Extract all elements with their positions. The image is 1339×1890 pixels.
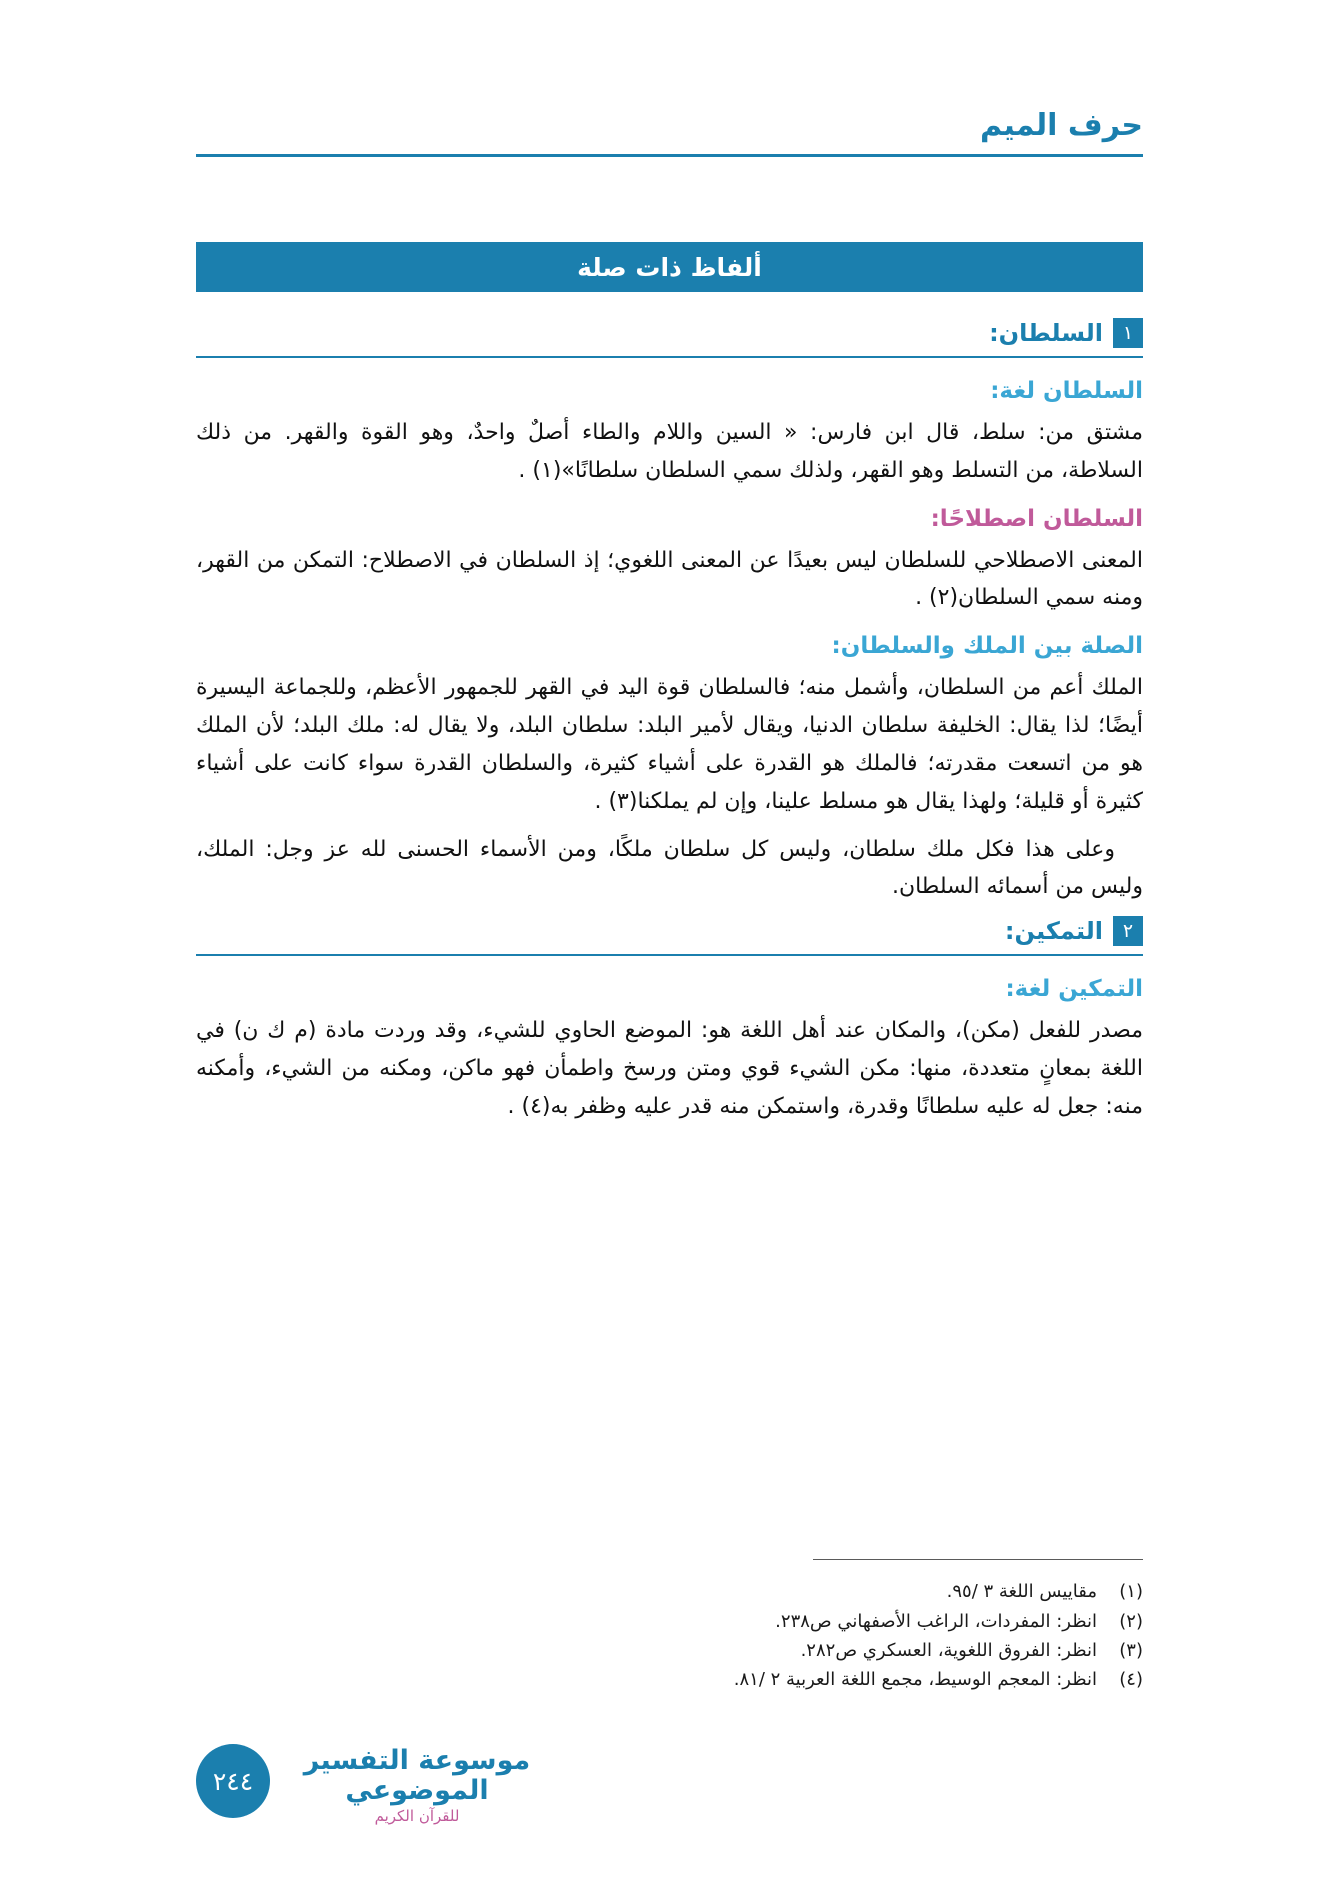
section-divider bbox=[196, 954, 1143, 956]
subsection-heading: التمكين لغة: bbox=[1005, 976, 1143, 1003]
section-banner-title: ألفاظ ذات صلة bbox=[577, 252, 762, 282]
header-divider bbox=[196, 154, 1143, 157]
section-title: التمكين: bbox=[1004, 917, 1103, 946]
footnote-text: انظر: المفردات، الراغب الأصفهاني ص٢٣٨. bbox=[775, 1610, 1097, 1632]
section-title: السلطان: bbox=[989, 319, 1103, 347]
footnote-text: مقاييس اللغة ٣ /٩٥. bbox=[946, 1581, 1097, 1603]
subsection-heading: الصلة بين الملك والسلطان: bbox=[831, 633, 1143, 660]
paragraph: وعلى هذا فكل ملك سلطان، وليس كل سلطان ملكًا، ومن الأسماء الحسنى لله عز وجل: الملك، وليس من أسمائه السلطان. bbox=[196, 836, 1143, 900]
section-1 bbox=[196, 318, 1143, 906]
section-banner bbox=[196, 242, 1143, 292]
document-content bbox=[196, 312, 1143, 1136]
footnote-text: انظر: الفروق اللغوية، العسكري ص٢٨٢. bbox=[800, 1639, 1097, 1661]
paragraph: مشتق من: سلط، قال ابن فارس: « السين واللام والطاء أصلٌ واحدٌ، وهو القوة والقهر. من ذلك السلاطة، من التسلط وهو القهر، ولذلك سمي السلطان سلطانًا»(١) . bbox=[196, 420, 1143, 483]
footnote-item bbox=[196, 1577, 1143, 1606]
section-heading bbox=[196, 916, 1143, 946]
subsection-heading: السلطان لغة: bbox=[990, 378, 1143, 404]
footnote-text: انظر: المعجم الوسيط، مجمع اللغة العربية ٢ /٨١. bbox=[733, 1668, 1097, 1690]
footnote-item bbox=[196, 1607, 1143, 1636]
page-header-title: حرف الميم bbox=[979, 108, 1143, 143]
paragraph: الملك أعم من السلطان، وأشمل منه؛ فالسلطان قوة اليد في القهر للجمهور الأعظم، وللجماعة اليسيرة أيضًا؛ لذا يقال: الخليفة سلطان الدنيا، ويقال لأمير البلد: سلطان البلد، ولا يقال له: ملك البلد؛ لأن الملك هو من اتسعت مقدرته؛ فالملك هو القدرة على أشياء كثيرة، والسلطان القدرة سواء كانت على أشياء كثيرة أو قليلة؛ ولهذا يقال هو مسلط علينا، وإن لم يملكنا(٣) . bbox=[196, 675, 1143, 814]
paragraph: مصدر للفعل (مكن)، والمكان عند أهل اللغة هو: الموضع الحاوي للشيء، وقد وردت مادة (م ك ن) في اللغة بمعانٍ متعددة، منها: مكن الشيء قوي ومتن ورسخ واطمأن فهو ماكن، ومكنه من الشيء، وأمكنه منه: جعل له عليه سلطانًا وقدرة، واستمكن منه قدر عليه وظفر به(٤) . bbox=[196, 1018, 1143, 1119]
footnote-item bbox=[196, 1665, 1143, 1694]
footnote-number: (٢) bbox=[1119, 1610, 1143, 1632]
section-divider bbox=[196, 356, 1143, 358]
section-number-badge: ١ bbox=[1113, 318, 1143, 348]
subsection-heading: السلطان اصطلاحًا: bbox=[930, 505, 1143, 532]
section-number-badge: ٢ bbox=[1113, 916, 1143, 946]
page-number-badge: ٢٤٤ bbox=[196, 1744, 270, 1818]
footnote-item bbox=[196, 1636, 1143, 1665]
footnote-number: (١) bbox=[1119, 1581, 1143, 1603]
footnote-number: (٤) bbox=[1119, 1668, 1143, 1690]
footnote-list bbox=[196, 1577, 1143, 1694]
publisher-logo-sub: للقرآن الكريم bbox=[374, 1807, 460, 1826]
publisher-logo bbox=[282, 1746, 552, 1825]
publisher-logo-main: موسوعة التفسير الموضوعي bbox=[303, 1745, 531, 1806]
section-2 bbox=[196, 916, 1143, 1125]
section-heading bbox=[196, 318, 1143, 348]
page-footer bbox=[196, 1736, 1143, 1826]
paragraph: المعنى الاصطلاحي للسلطان ليس بعيدًا عن المعنى اللغوي؛ إذ السلطان في الاصطلاح: التمكن من القهر، ومنه سمي السلطان(٢) . bbox=[196, 547, 1143, 611]
footnote-divider bbox=[813, 1559, 1143, 1560]
page-header bbox=[196, 108, 1143, 164]
footnote-number: (٣) bbox=[1119, 1639, 1143, 1661]
